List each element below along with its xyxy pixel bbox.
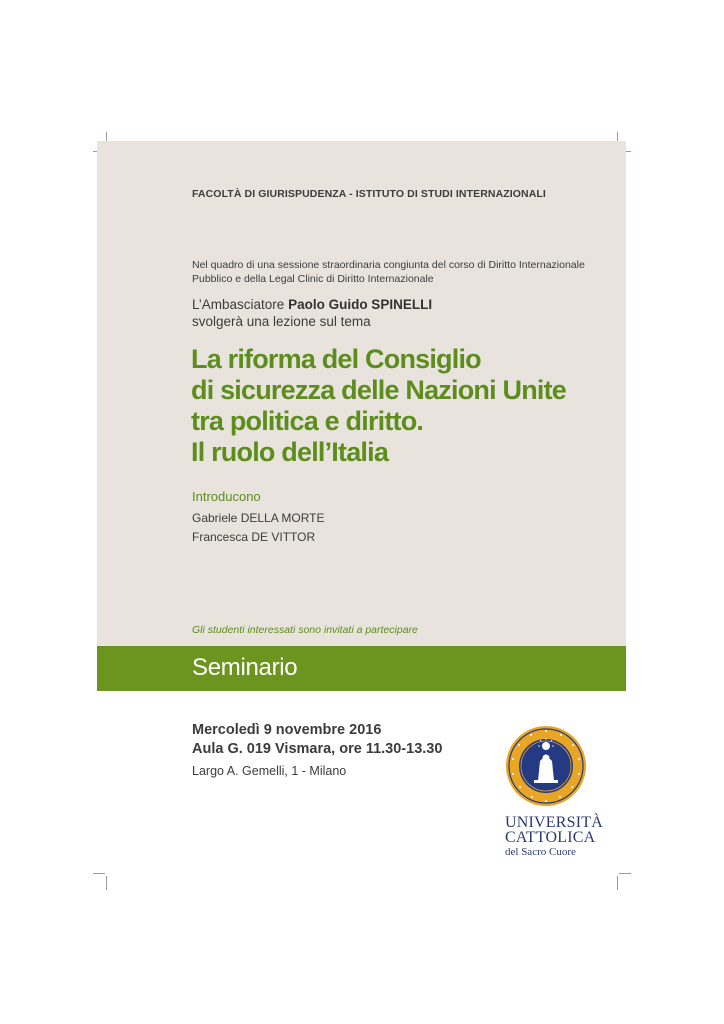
introducer-name: Gabriele DELLA MORTE [192,511,325,525]
event-info [192,721,442,759]
invite-note: Gli studenti interessati sono invitati a partecipare [192,624,418,636]
faculty-heading: FACOLTÀ DI GIURISPUDENZA - ISTITUTO DI STUDI INTERNAZIONALI [192,188,546,200]
university-name-line: UNIVERSITÀ [505,814,603,831]
event-room: Aula G. 019 Vismara, ore 11.30-13.30 [192,741,443,757]
introducer-name: Francesca DE VITTOR [192,530,316,544]
title-line: tra politica e diritto. [191,406,424,436]
crop-mark [619,873,631,874]
title-line: di sicurezza delle Nazioni Unite [191,375,566,405]
intro-line: Pubblico e della Legal Clinic di Diritto Internazionale [192,273,434,285]
event-date: Mercoledì 9 novembre 2016 [192,722,382,738]
title-line: Il ruolo dell’Italia [191,437,389,467]
crop-mark [106,876,107,890]
speaker-name: Paolo Guido SPINELLI [288,297,433,312]
speaker-block [192,296,602,330]
event-address: Largo A. Gemelli, 1 - Milano [192,764,347,778]
introducers-list [192,509,325,547]
intro-line: Nel quadro di una sessione straordinaria congiunta del corso di Diritto Internazionale [192,259,585,271]
intro-text [192,258,602,286]
title-line: La riforma del Consiglio [191,344,481,374]
university-name-line: CATTOLICA [505,829,596,846]
crop-mark [93,873,105,874]
introducers-label: Introducono [192,489,261,504]
speaker-subline: svolgerà una lezione sul tema [192,314,371,329]
university-seal-icon [505,725,587,807]
crop-mark [617,876,618,890]
seminario-band [97,646,626,691]
university-wordmark [505,815,615,859]
university-name-subline: del Sacro Cuore [505,846,576,858]
lecture-title [191,344,611,468]
speaker-line [192,296,602,313]
band-title: Seminario [192,654,298,681]
speaker-prefix: L’Ambasciatore [192,297,289,312]
